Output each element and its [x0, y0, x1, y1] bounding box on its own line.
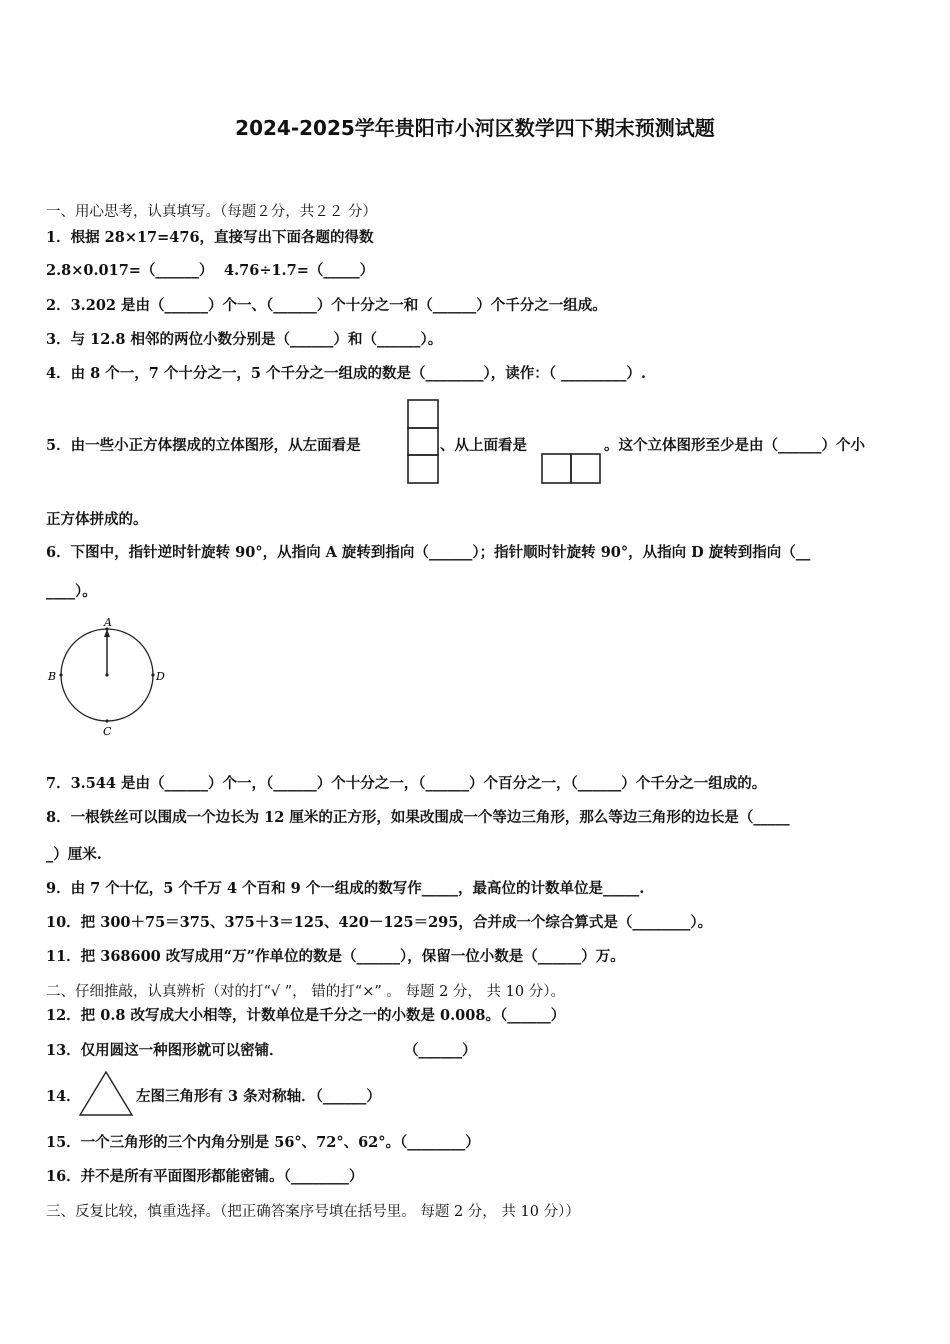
question-5-part-c: 。这个立体图形至少是由（______）个小 — [604, 437, 865, 454]
clock-diagram — [44, 612, 174, 742]
question-16: 16．并不是所有平面图形都能密铺。（________） — [46, 1168, 364, 1185]
question-14: 左图三角形有 3 条对称轴．（______） — [136, 1088, 381, 1105]
section3-heading: 三、反复比较，慎重选择。（把正确答案序号填在括号里。 每题 2 分， 共 10 分）） — [46, 1204, 580, 1220]
triangle-shape — [80, 1072, 132, 1115]
question-5-part-b: 、从上面看是 — [440, 437, 527, 454]
top-view-square-left — [542, 454, 571, 483]
point-b — [59, 673, 62, 676]
top-view-figure — [540, 452, 602, 486]
left-view-figure — [406, 398, 440, 486]
triangle-figure — [77, 1070, 135, 1118]
question-11: 11．把 368600 改写成用“万”作单位的数是（______），保留一位小数是（______）万。 — [46, 948, 625, 965]
question-3: 3．与 12.8 相邻的两位小数分别是（______）和（______）。 — [46, 331, 443, 348]
question-8-part-b: _）厘米. — [46, 846, 102, 863]
point-d — [151, 673, 154, 676]
section2-heading: 二、仔细推敲，认真辨析（对的打“√ ”， 错的打“×” 。 每题 2 分， 共 10 分）。 — [46, 984, 565, 1000]
question-9: 9．由 7 个十亿，5 个千万 4 个百和 9 个一组成的数写作_____，最高位的计数单位是_____. — [46, 880, 645, 897]
question-13: 13．仅用圆这一种图形就可以密铺． — [46, 1042, 284, 1059]
question-1: 1．根据 28×17=476，直接写出下面各题的得数 — [46, 229, 374, 246]
left-view-square-top — [408, 400, 438, 428]
left-view-square-bottom — [408, 455, 438, 483]
question-5-part-d: 正方体拼成的。 — [46, 511, 148, 528]
clock-center — [105, 673, 108, 676]
point-c — [105, 719, 108, 722]
question-6-part-a: 6．下图中，指针逆时针旋转 90°，从指向 A 旋转到指向（______）；指针顺时针旋转 90°，从指向 D 旋转到指向（__ — [46, 544, 811, 561]
question-1b: 4.76÷1.7=（_____） — [224, 262, 375, 279]
section1-heading: 一、用心思考，认真填写。（每题２分，共２２ 分） — [46, 204, 377, 220]
label-b: B — [48, 670, 57, 683]
top-view-square-right — [571, 454, 600, 483]
question-14-number: 14． — [46, 1088, 81, 1105]
page-title: 2024-2025学年贵阳市小河区数学四下期末预测试题 — [235, 116, 715, 140]
question-6-part-b: ____）。 — [46, 583, 97, 600]
question-10: 10．把 300＋75＝375、375＋3＝125、420－125＝295，合并成一个综合算式是（________）。 — [46, 914, 713, 931]
label-d: D — [156, 670, 165, 683]
question-2: 2．3.202 是由（______）个一、（______）个十分之一和（______）个千分之一组成。 — [46, 297, 607, 314]
question-12: 12．把 0.8 改写成大小相等，计数单位是千分之一的小数是 0.008。（______） — [46, 1007, 566, 1024]
left-view-square-middle — [408, 428, 438, 455]
question-5-part-a: 5．由一些小正方体摆成的立体图形，从左面看是 — [46, 437, 361, 454]
label-c: C — [103, 725, 112, 738]
question-8-part-a: 8．一根铁丝可以围成一个边长为 12 厘米的正方形，如果改围成一个等边三角形，那么等边三角形的边长是（_____ — [46, 809, 790, 826]
question-1a: 2.8×0.017=（______） — [46, 262, 214, 279]
question-7: 7．3.544 是由（______）个一，（______）个十分之一，（______）个百分之一，（______）个千分之一组成的。 — [46, 775, 767, 792]
question-15: 15．一个三角形的三个内角分别是 56°、72°、62°。（________） — [46, 1134, 480, 1151]
question-4: 4．由 8 个一，7 个十分之一，5 个千分之一组成的数是（________），读作：（ _________）. — [46, 365, 646, 382]
label-a: A — [104, 616, 112, 629]
question-13-blank: （______） — [404, 1042, 477, 1059]
